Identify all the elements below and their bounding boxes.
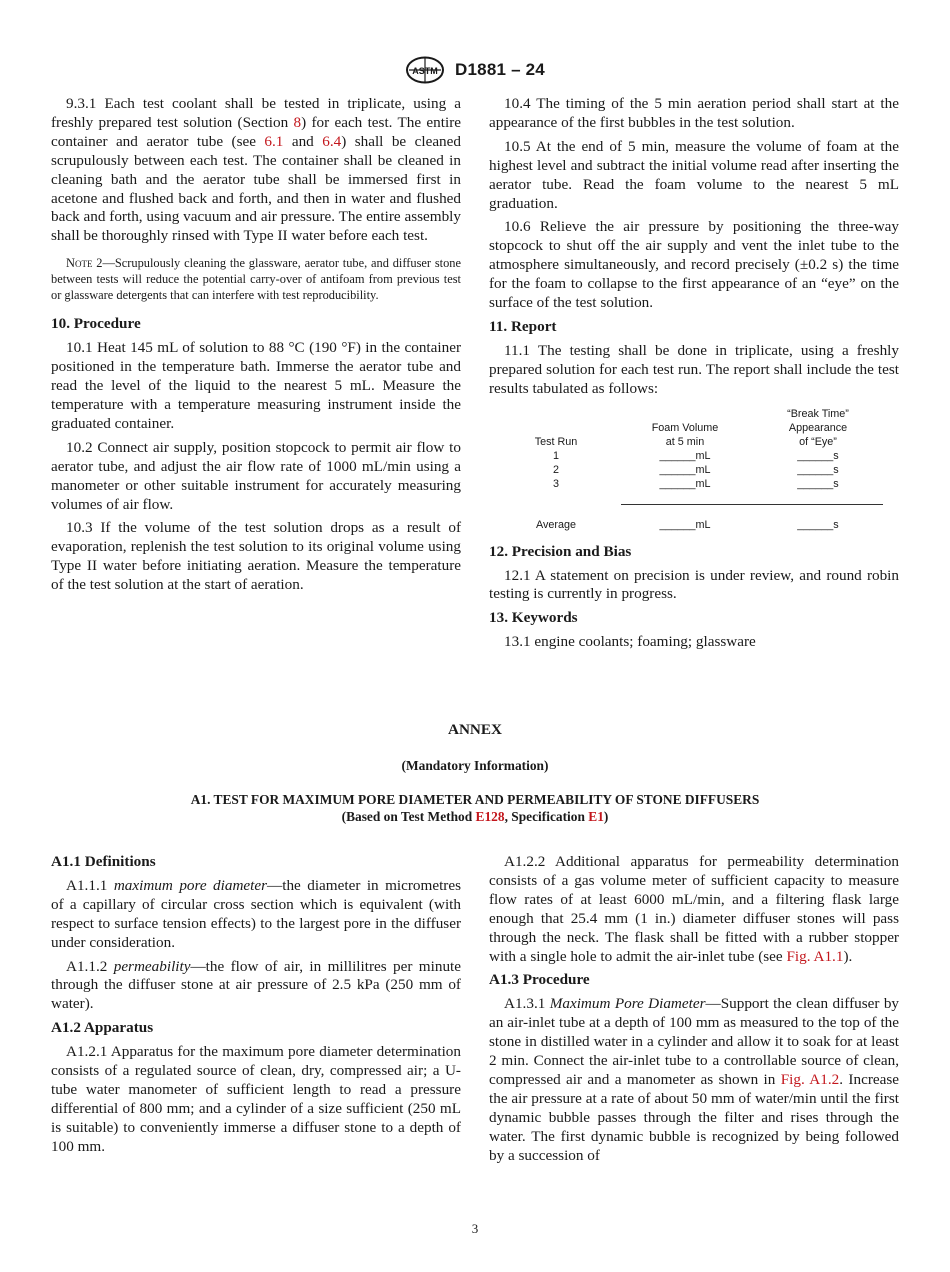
table-average-foam: ______mL: [659, 518, 711, 531]
heading-report: 11. Report: [489, 317, 557, 335]
paragraph-11-1: 11.1 The testing shall be done in triplicate, using a freshly prepared solution for each test run. The report shall include the test results tabulated as follows:: [489, 341, 899, 397]
paragraph-10-1: 10.1 Heat 145 mL of solution to 88 °C (190 °F) in the container positioned in the temperature bath. Immerse the aerator tube and read the level of the liquid to the nearest 5 mL. Measure the temperature with a temperature measuring instrument inside the graduated container.: [51, 339, 461, 432]
paragraph-a1-1-2: A1.1.2 permeability—the flow of air, in millilitres per minute through the diffuser stone at air pressure of 2.5 kPa (250 mm of water).: [51, 957, 461, 1013]
paragraph-10-4: 10.4 The timing of the 5 min aeration period shall start at the appearance of the first bubbles in the test solution.: [489, 95, 899, 131]
heading-a1-3-procedure: A1.3 Procedure: [489, 971, 590, 989]
link-section-6-4[interactable]: 6.4: [322, 132, 342, 150]
annex-subtitle: (Mandatory Information): [401, 758, 549, 773]
header-foam-volume: Foam Volume: [651, 421, 719, 434]
table-divider: [621, 504, 883, 505]
table-row-run: 3: [552, 477, 559, 490]
heading-precision-bias: 12. Precision and Bias: [489, 542, 632, 560]
table-row-run: 1: [552, 449, 559, 462]
link-fig-a1-1[interactable]: Fig. A1.1: [786, 947, 844, 965]
astm-logo-icon: [405, 56, 445, 84]
paragraph-a1-1-1: A1.1.1 maximum pore diameter—the diameter in micrometres of a capillary of circular cross section which is equivalent (with respect to surface tension effects) to the largest pore in the diffuser under consideration.: [51, 876, 462, 951]
table-row-time: ______s: [797, 449, 839, 462]
link-section-6-1[interactable]: 6.1: [264, 132, 284, 150]
paragraph-a1-2-1: A1.2.1 Apparatus for the maximum pore diameter determination consists of a regulated source of clean, dry, compressed air; a U-tube water manometer of sufficient length to read a pressure differential of 800 mm; and a cylinder of a size sufficient (250 mL is suitable) to conveniently immerse a diffuser stone to a depth of 100 mm.: [51, 1043, 461, 1155]
table-row-run: 2: [552, 463, 559, 476]
link-fig-a1-2[interactable]: Fig. A1.2: [780, 1070, 840, 1088]
report-table: [489, 407, 899, 539]
paragraph-13-1: 13.1 engine coolants; foaming; glassware: [504, 633, 756, 651]
paragraph-a1-2-2: A1.2.2 Additional apparatus for permeability determination consists of a gas volume meter of sufficient capacity to measure flow rates of at least 6000 mL/min, and a filtering flask large enough that 25.4 mm (1 in.) diameter diffuser stones will pass through the neck. The flask shall be fitted with a rubber stopper with a single hole to admit the air-inlet tube (see Fig. A1.1).: [489, 853, 899, 965]
paragraph-10-2: 10.2 Connect air supply, position stopcock to permit air flow to aerator tube, and adjust the air flow rate of 1000 mL/min using a manometer or other suitable instrument for accurately measuring volumes of air flow.: [51, 438, 461, 513]
right-column-bottom: [489, 853, 899, 1171]
paragraph-10-3: 10.3 If the volume of the test solution drops as a result of evaporation, replenish the test solution to its original volume using Type II water before initiating aeration. Measure the temperature of the test solution at the start of aeration.: [51, 519, 461, 594]
annex-a1-title: A1. TEST FOR MAXIMUM PORE DIAMETER AND PERMEABILITY OF STONE DIFFUSERS: [190, 792, 760, 807]
header-of-eye: of “Eye”: [799, 435, 837, 448]
table-average-label: Average: [535, 518, 577, 531]
annex-a1-subtitle: (Based on Test Method E128, Specification E1): [341, 809, 609, 824]
paragraph-10-5: 10.5 At the end of 5 min, measure the volume of foam at the highest level and subtract the initial volume read after inserting the aerator tube. Read the foam volume to the nearest 5 mL graduation.: [489, 137, 899, 212]
table-row-foam: ______mL: [659, 463, 711, 476]
document-id: D1881 – 24: [455, 60, 545, 79]
table-row-time: ______s: [797, 463, 839, 476]
heading-a1-1-definitions: A1.1 Definitions: [51, 853, 156, 870]
header-appearance: Appearance: [788, 421, 848, 434]
link-section-8[interactable]: 8: [293, 113, 302, 131]
page-number: 3: [471, 1221, 479, 1236]
paragraph-12-1: 12.1 A statement on precision is under review, and round robin testing is currently in progress.: [489, 566, 899, 603]
right-column-top: [489, 95, 899, 657]
table-average-time: ______s: [797, 518, 839, 531]
table-row-time: ______s: [797, 477, 839, 490]
paragraph-9-3-1: 9.3.1 Each test coolant shall be tested in triplicate, using a freshly prepared test solution (Section 8) for each test. The entire container and aerator tube (see 6.1 and 6.4) shall be cleaned scrupulously between each test. The container shall be cleaned in cleaning bath and the aerator tube shall be immersed first in acetone and flushed back and forth, and then in water and flushed back and forth, using vacuum and air pressure. The entire assembly shall be thoroughly rinsed with Type II water before each test.: [51, 95, 461, 245]
left-column-top: [51, 95, 461, 600]
page-header: [0, 56, 950, 84]
link-e1[interactable]: E1: [588, 809, 604, 824]
heading-procedure: 10. Procedure: [51, 315, 141, 333]
paragraph-10-6: 10.6 Relieve the air pressure by positioning the three-way stopcock to shut off the air supply and vent the inlet tube to the atmosphere simultaneously, and record precisely (±0.2 s) the time for the foam to collapse to the first appearance of an “eye” on the surface of the test solution.: [489, 218, 899, 312]
annex-title: ANNEX: [447, 721, 502, 738]
heading-a1-2-apparatus: A1.2 Apparatus: [51, 1019, 154, 1037]
table-row-foam: ______mL: [659, 477, 711, 490]
header-test-run: Test Run: [534, 435, 578, 448]
paragraph-a1-3-1: A1.3.1 Maximum Pore Diameter—Support the clean diffuser by an air-inlet tube at a depth of 100 mm as measured to the top of the stone in distilled water in a cylinder and allow it to soak for at least 2 min. Connect the air-inlet tube to a controllable source of clean, compressed air and a manometer as shown in Fig. A1.2. Increase the air pressure at a rate of about 50 mm of water/min until the first dynamic bubble passes through the filter and rises through the water. The first dynamic bubble is recognized by being followed by a succession of: [489, 995, 900, 1164]
heading-keywords: 13. Keywords: [489, 609, 578, 627]
note-2: Note 2—Scrupulously cleaning the glassware, aerator tube, and diffuser stone between tests will reduce the potential carry-over of antifoam from previous test or glassware detergents that can interfere with test reproducibility.: [51, 256, 461, 302]
header-break-time: “Break Time”: [787, 407, 849, 420]
svg-text:ASTM: ASTM: [412, 66, 438, 76]
header-at-5-min: at 5 min: [665, 435, 705, 448]
link-e128[interactable]: E128: [475, 809, 505, 824]
table-row-foam: ______mL: [659, 449, 711, 462]
left-column-bottom: [51, 853, 461, 1162]
